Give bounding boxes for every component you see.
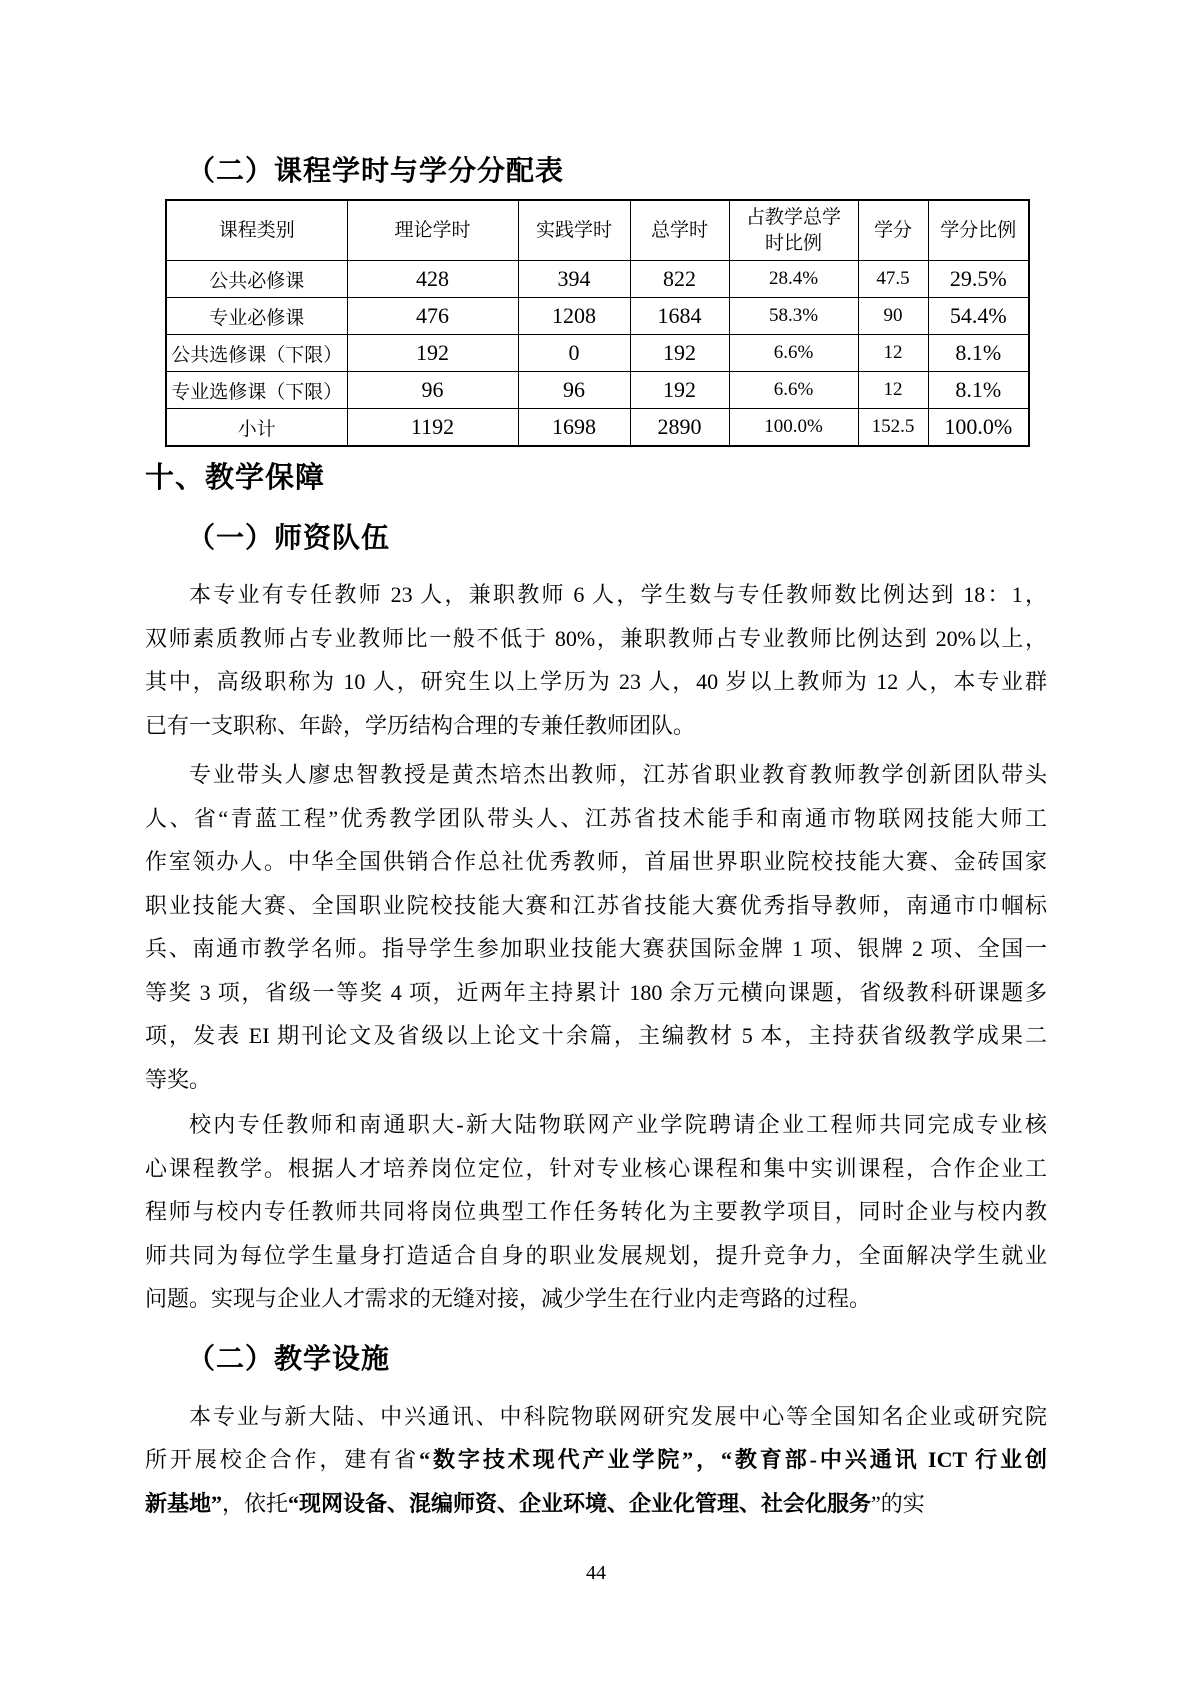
paragraph-enterprise-cooperation xyxy=(145,1103,1047,1321)
text-line: 等奖 3 项，省级一等奖 4 项，近两年主持累计 180 余万元横向课题，省级教科研课题多 xyxy=(145,979,1047,1005)
header-practice-hours: 实践学时 xyxy=(518,200,630,261)
text-line xyxy=(145,1482,1047,1526)
subsection-faculty-heading: （一）师资队伍 xyxy=(187,522,391,553)
table-row xyxy=(166,335,1029,372)
text-line: 项，发表 EI 期刊论文及省级以上论文十余篇，主编教材 5 本，主持获省级教学成果二 xyxy=(145,1023,1047,1048)
cell-total: 1684 xyxy=(630,298,729,335)
text-line: 问题。实现与企业人才需求的无缝对接，减少学生在行业内走弯路的过程。 xyxy=(145,1286,872,1311)
text-line: 程师与校内专任教师共同将岗位典型工作任务转化为主要教学项目，同时企业与校内教 xyxy=(145,1199,1047,1224)
text-line: 专业带头人廖忠智教授是黄杰培杰出教师，江苏省职业教育教师教学创新团队带头 xyxy=(189,762,1047,787)
table-row xyxy=(166,298,1029,335)
header-hours-ratio: 占教学总学时比例 xyxy=(729,200,858,261)
cell-credits: 152.5 xyxy=(858,409,928,447)
cell-hours-ratio: 28.4% xyxy=(729,261,858,298)
page-number: 44 xyxy=(586,1562,606,1584)
cell-credit-ratio: 8.1% xyxy=(928,335,1029,372)
cell-credits: 12 xyxy=(858,335,928,372)
cell-credit-ratio: 54.4% xyxy=(928,298,1029,335)
cell-hours-ratio: 100.0% xyxy=(729,409,858,447)
text-line: 校内专任教师和南通职大-新大陆物联网产业学院聘请企业工程师共同完成专业核 xyxy=(189,1112,1047,1137)
cell-total: 822 xyxy=(630,261,729,298)
header-theory-hours: 理论学时 xyxy=(347,200,518,261)
text-line: 本专业与新大陆、中兴通讯、中科院物联网研究发展中心等全国知名企业或研究院 xyxy=(189,1403,1047,1429)
header-credits: 学分 xyxy=(858,200,928,261)
text-line: 本专业有专任教师 23 人，兼职教师 6 人，学生数与专任教师数比例达到 18：1， xyxy=(189,582,1047,607)
text-line: 其中，高级职称为 10 人，研究生以上学历为 23 人，40 岁以上教师为 12 人，本专业群 xyxy=(145,669,1047,694)
text-segment-bold: 新基地” xyxy=(145,1490,223,1516)
cell-hours-ratio: 6.6% xyxy=(729,335,858,372)
cell-practice: 96 xyxy=(518,372,630,409)
cell-credits: 12 xyxy=(858,372,928,409)
header-course-category: 课程类别 xyxy=(166,200,347,261)
text-line: 职业技能大赛、全国职业院校技能大赛和江苏省技能大赛优秀指导教师，南通市巾帼标 xyxy=(145,892,1047,918)
cell-total: 192 xyxy=(630,335,729,372)
cell-theory: 428 xyxy=(347,261,518,298)
text-segment-bold: “现网设备、混编师资、企业环境、企业化管理、社会化服务 xyxy=(288,1490,872,1516)
cell-credit-ratio: 8.1% xyxy=(928,372,1029,409)
section-10-heading: 十、教学保障 xyxy=(145,462,326,494)
paragraph-teaching-facilities xyxy=(145,1395,1047,1526)
cell-practice: 1208 xyxy=(518,298,630,335)
text-line: 双师素质教师占专业教师比一般不低于 80%，兼职教师占专业教师比例达到 20%以上， xyxy=(145,625,1047,651)
cell-total: 192 xyxy=(630,372,729,409)
cell-theory: 1192 xyxy=(347,409,518,447)
cell-credit-ratio: 100.0% xyxy=(928,409,1029,447)
page-content xyxy=(0,152,1191,1585)
table-header-row xyxy=(166,200,1029,261)
subsection-facility-heading: （二）教学设施 xyxy=(187,1342,391,1374)
cell-total: 2890 xyxy=(630,409,729,447)
cell-credit-ratio: 29.5% xyxy=(928,261,1029,298)
text-line: 兵、南通市教学名师。指导学生参加职业技能大赛获国际金牌 1 项、银牌 2 项、全国一 xyxy=(145,936,1047,961)
text-segment: ，依托 xyxy=(222,1490,289,1516)
cell-category: 小计 xyxy=(166,409,347,447)
cell-practice: 1698 xyxy=(518,409,630,447)
text-segment: ”的实 xyxy=(871,1490,925,1516)
text-line: 等奖。 xyxy=(145,1066,212,1092)
cell-category: 专业选修课（下限） xyxy=(166,372,347,409)
paragraph-program-leader xyxy=(145,753,1047,1101)
cell-credits: 47.5 xyxy=(858,261,928,298)
course-hours-credits-table xyxy=(165,199,1030,447)
text-line: 心课程教学。根据人才培养岗位定位，针对专业核心课程和集中实训课程，合作企业工 xyxy=(145,1155,1047,1181)
cell-practice: 394 xyxy=(518,261,630,298)
text-line xyxy=(145,1438,1047,1482)
table-row xyxy=(166,261,1029,298)
text-segment: 所开展校企合作，建有省 xyxy=(145,1447,420,1472)
cell-hours-ratio: 6.6% xyxy=(729,372,858,409)
text-line: 已有一支职称、年龄，学历结构合理的专兼任教师团队。 xyxy=(145,712,696,738)
table-row-subtotal xyxy=(166,409,1029,447)
cell-category: 公共必修课 xyxy=(166,261,347,298)
cell-practice: 0 xyxy=(518,335,630,372)
cell-theory: 476 xyxy=(347,298,518,335)
header-credit-ratio: 学分比例 xyxy=(928,200,1029,261)
table-section-heading: （二）课程学时与学分分配表 xyxy=(187,155,565,186)
text-line: 人、省“青蓝工程”优秀教学团队带头人、江苏省技术能手和南通市物联网技能大师工 xyxy=(145,805,1047,831)
cell-category: 专业必修课 xyxy=(166,298,347,335)
cell-credits: 90 xyxy=(858,298,928,335)
text-line: 作室领办人。中华全国供销合作总社优秀教师，首届世界职业院校技能大赛、金砖国家 xyxy=(145,849,1047,874)
paragraph-faculty-overview xyxy=(145,573,1047,747)
cell-hours-ratio: 58.3% xyxy=(729,298,858,335)
text-segment-bold: “数字技术现代产业学院”，“教育部-中兴通讯 ICT 行业创 xyxy=(419,1447,1047,1472)
cell-theory: 192 xyxy=(347,335,518,372)
table-row xyxy=(166,372,1029,409)
cell-category: 公共选修课（下限） xyxy=(166,335,347,372)
cell-theory: 96 xyxy=(347,372,518,409)
text-line: 师共同为每位学生量身打造适合自身的职业发展规划，提升竞争力，全面解决学生就业 xyxy=(145,1242,1047,1268)
header-total-hours: 总学时 xyxy=(630,200,729,261)
